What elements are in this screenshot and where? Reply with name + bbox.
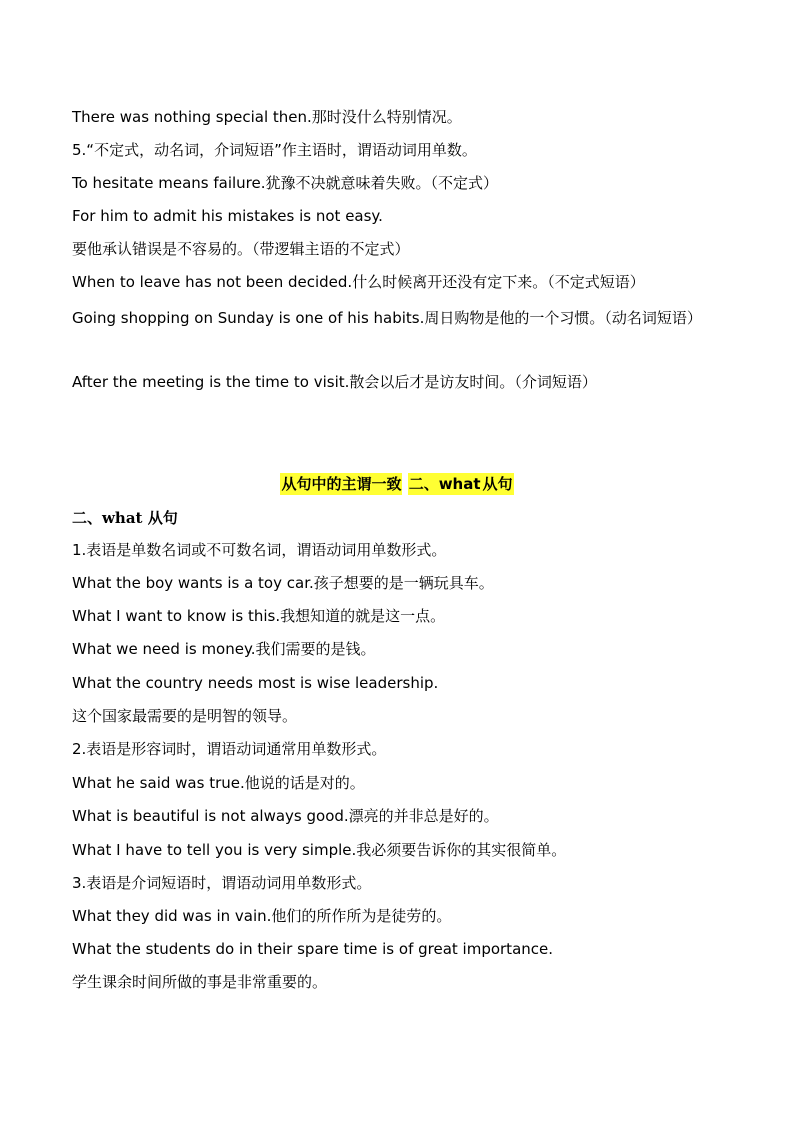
text-line: What the students do in their spare time is of great importance. <box>72 940 554 958</box>
subsection-heading: 二、what 从句 <box>72 509 178 527</box>
text-line: 1.表语是单数名词或不可数名词，谓语动词用单数形式。 <box>72 541 447 559</box>
section-title-part: 从句 <box>482 475 513 493</box>
text-line: 要他承认错误是不容易的。（带逻辑主语的不定式） <box>72 240 410 258</box>
text-line: What I have to tell you is very simple.我必须要告诉你的其实很简单。 <box>72 841 567 859</box>
section-title-part: 从句中的主谓一致 <box>281 475 402 493</box>
text-line: When to leave has not been decided.什么时候离开还没有定下来。（不定式短语） <box>72 273 645 291</box>
text-line: After the meeting is the time to visit.散会以后才是访友时间。（介词短语） <box>72 373 597 391</box>
text-line: What the boy wants is a toy car.孩子想要的是一辆玩具车。 <box>72 574 494 592</box>
text-line: 这个国家最需要的是明智的领导。 <box>72 707 298 725</box>
text-line: 3.表语是介词短语时，谓语动词用单数形式。 <box>72 874 372 892</box>
text-line: 学生课余时间所做的事是非常重要的。 <box>72 973 328 991</box>
text-line: 2.表语是形容词时，谓语动词通常用单数形式。 <box>72 740 387 758</box>
text-line-wrapped: Going shopping on Sunday is one of his habits.周日购物是他的一个习惯。（动名词短语） <box>72 309 702 327</box>
section-title-part: 二、what <box>408 475 481 493</box>
section-title <box>0 472 794 496</box>
text-line: To hesitate means failure.犹豫不决就意味着失败。（不定式） <box>72 174 499 192</box>
text-line: For him to admit his mistakes is not easy. <box>72 207 383 225</box>
text-line: What they did was in vain.他们的所作所为是徒劳的。 <box>72 907 452 925</box>
text-line: What he said was true.他说的话是对的。 <box>72 774 365 792</box>
text-line: 5.“不定式，动名词，介词短语”作主语时，谓语动词用单数。 <box>72 141 477 159</box>
text-line: What I want to know is this.我想知道的就是这一点。 <box>72 607 446 625</box>
text-line: What the country needs most is wise leadership. <box>72 674 439 692</box>
text-line: What is beautiful is not always good.漂亮的并非总是好的。 <box>72 807 499 825</box>
text-line: There was nothing special then.那时没什么特别情况。 <box>72 108 462 126</box>
text-line: What we need is money.我们需要的是钱。 <box>72 640 376 658</box>
